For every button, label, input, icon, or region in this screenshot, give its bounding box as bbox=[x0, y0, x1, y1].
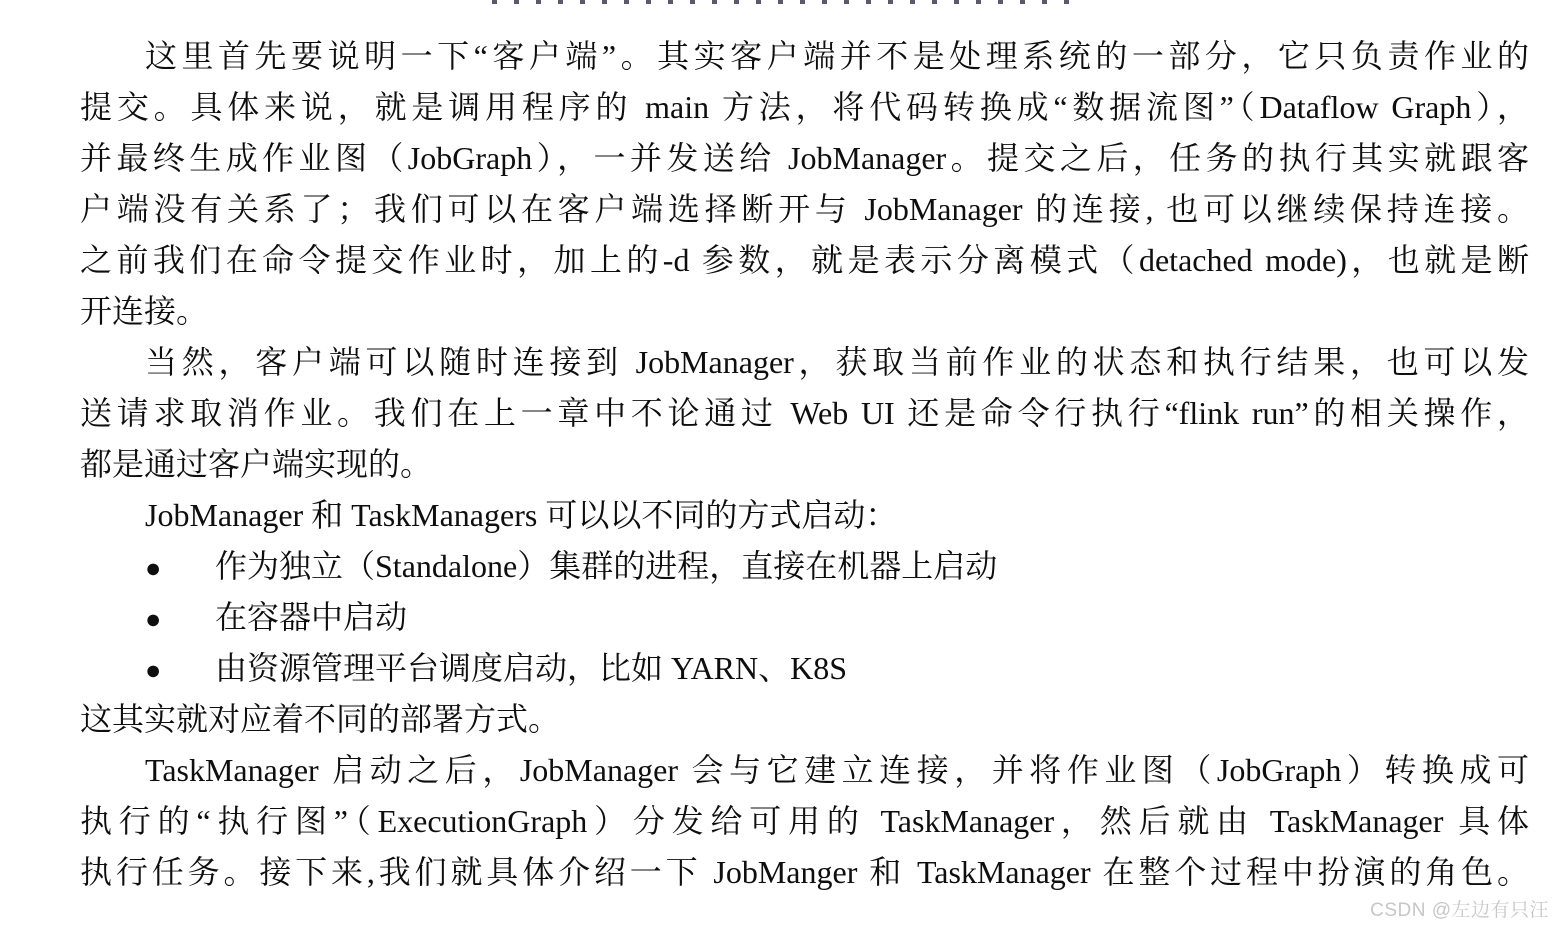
watermark: CSDN @左边有只汪 bbox=[1370, 900, 1549, 921]
bullet-icon: ● bbox=[145, 553, 162, 583]
bullet-text: 作为独立（Standalone）集群的进程，直接在机器上启动 bbox=[215, 548, 998, 584]
text-line: 之前我们在命令提交作业时，加上的-d 参数，就是表示分离模式（detached mode)，也就是断 bbox=[80, 242, 1529, 278]
bullet-icon: ● bbox=[145, 604, 162, 634]
text-line: 当然，客户端可以随时连接到 JobManager，获取当前作业的状态和执行结果，也可以发 bbox=[145, 344, 1529, 380]
text-line: JobManager 和 TaskManagers 可以以不同的方式启动： bbox=[145, 497, 898, 533]
text-line: 这里首先要说明一下“客户端”。其实客户端并不是处理系统的一部分，它只负责作业的 bbox=[145, 38, 1529, 74]
bullet-icon: ● bbox=[145, 655, 162, 685]
text-line: 户端没有关系了；我们可以在客户端选择断开与 JobManager 的连接, 也可以继续保持连接。 bbox=[80, 191, 1529, 227]
cropped-caption-fragments bbox=[492, 0, 1080, 4]
text-line: 提交。具体来说，就是调用程序的 main 方法，将代码转换成“数据流图”（Dataflow Graph）， bbox=[80, 89, 1529, 125]
bullet-item bbox=[80, 541, 1529, 592]
text-line: 送请求取消作业。我们在上一章中不论通过 Web UI 还是命令行执行“flink run”的相关操作， bbox=[80, 395, 1529, 431]
text-line: 开连接。 bbox=[80, 293, 209, 329]
text-line: 都是通过客户端实现的。 bbox=[80, 446, 433, 482]
text-line: 并最终生成作业图（JobGraph），一并发送给 JobManager。提交之后，任务的执行其实就跟客 bbox=[80, 140, 1529, 176]
text-line: TaskManager 启动之后，JobManager 会与它建立连接，并将作业图（JobGraph）转换成可 bbox=[145, 752, 1529, 788]
bullet-item bbox=[80, 643, 1529, 694]
text-line: 这其实就对应着不同的部署方式。 bbox=[80, 701, 561, 737]
text-line: 执行任务。接下来,我们就具体介绍一下 JobManger 和 TaskManager 在整个过程中扮演的角色。 bbox=[80, 854, 1529, 890]
document-body bbox=[80, 31, 1529, 898]
text-line: 执行的“执行图”（ExecutionGraph）分发给可用的 TaskManager，然后就由 TaskManager 具体 bbox=[80, 803, 1529, 839]
bullet-text: 由资源管理平台调度启动，比如 YARN、K8S bbox=[215, 650, 848, 686]
bullet-text: 在容器中启动 bbox=[215, 599, 408, 635]
bullet-item bbox=[80, 592, 1529, 643]
